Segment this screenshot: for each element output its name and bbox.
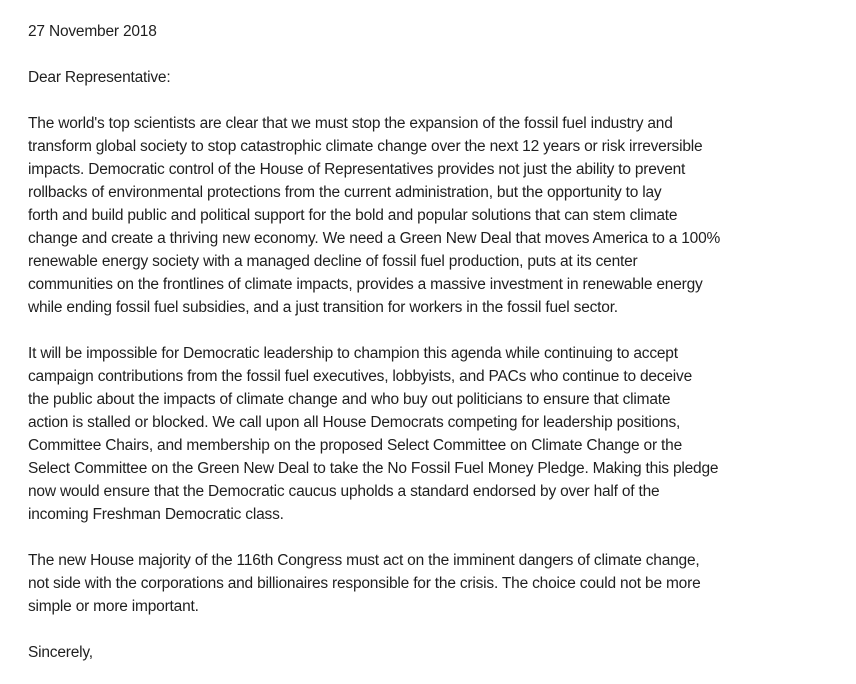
letter-salutation: Dear Representative: bbox=[28, 69, 171, 86]
text-line: rollbacks of environmental protections from the current administration, but the opportunity to lay bbox=[28, 184, 662, 201]
text-line: transform global society to stop catastrophic climate change over the next 12 years or risk irreversible bbox=[28, 138, 703, 155]
text-line: The world's top scientists are clear that we must stop the expansion of the fossil fuel industry and bbox=[28, 115, 673, 132]
letter-paragraph-1 bbox=[28, 112, 828, 319]
text-line: The new House majority of the 116th Congress must act on the imminent dangers of climate change, bbox=[28, 552, 700, 569]
text-line: communities on the frontlines of climate impacts, provides a massive investment in renewable energy bbox=[28, 276, 703, 293]
letter-paragraph-2 bbox=[28, 342, 828, 526]
text-line: action is stalled or blocked. We call upon all House Democrats competing for leadership positions, bbox=[28, 414, 681, 431]
text-line: Select Committee on the Green New Deal to take the No Fossil Fuel Money Pledge. Making this pledge bbox=[28, 460, 719, 477]
text-line: change and create a thriving new economy. We need a Green New Deal that moves America to a 100% bbox=[28, 230, 721, 247]
text-line: renewable energy society with a managed decline of fossil fuel production, puts at its center bbox=[28, 253, 638, 270]
text-line: campaign contributions from the fossil fuel executives, lobbyists, and PACs who continue to deceive bbox=[28, 368, 692, 385]
text-line: impacts. Democratic control of the House of Representatives provides not just the ability to prevent bbox=[28, 161, 686, 178]
text-line: simple or more important. bbox=[28, 598, 199, 615]
text-line: now would ensure that the Democratic caucus upholds a standard endorsed by over half of the bbox=[28, 483, 660, 500]
letter-date: 27 November 2018 bbox=[28, 23, 157, 40]
text-line: It will be impossible for Democratic leadership to champion this agenda while continuing to accept bbox=[28, 345, 678, 362]
letter-paragraph-3 bbox=[28, 549, 828, 618]
text-line: forth and build public and political support for the bold and popular solutions that can stem climate bbox=[28, 207, 678, 224]
text-line: Committee Chairs, and membership on the proposed Select Committee on Climate Change or the bbox=[28, 437, 682, 454]
letter-closing: Sincerely, bbox=[28, 644, 93, 661]
text-line: incoming Freshman Democratic class. bbox=[28, 506, 284, 523]
text-line: not side with the corporations and billionaires responsible for the crisis. The choice could not be more bbox=[28, 575, 701, 592]
text-line: while ending fossil fuel subsidies, and a just transition for workers in the fossil fuel sector. bbox=[28, 299, 618, 316]
text-line: the public about the impacts of climate change and who buy out politicians to ensure that climate bbox=[28, 391, 671, 408]
